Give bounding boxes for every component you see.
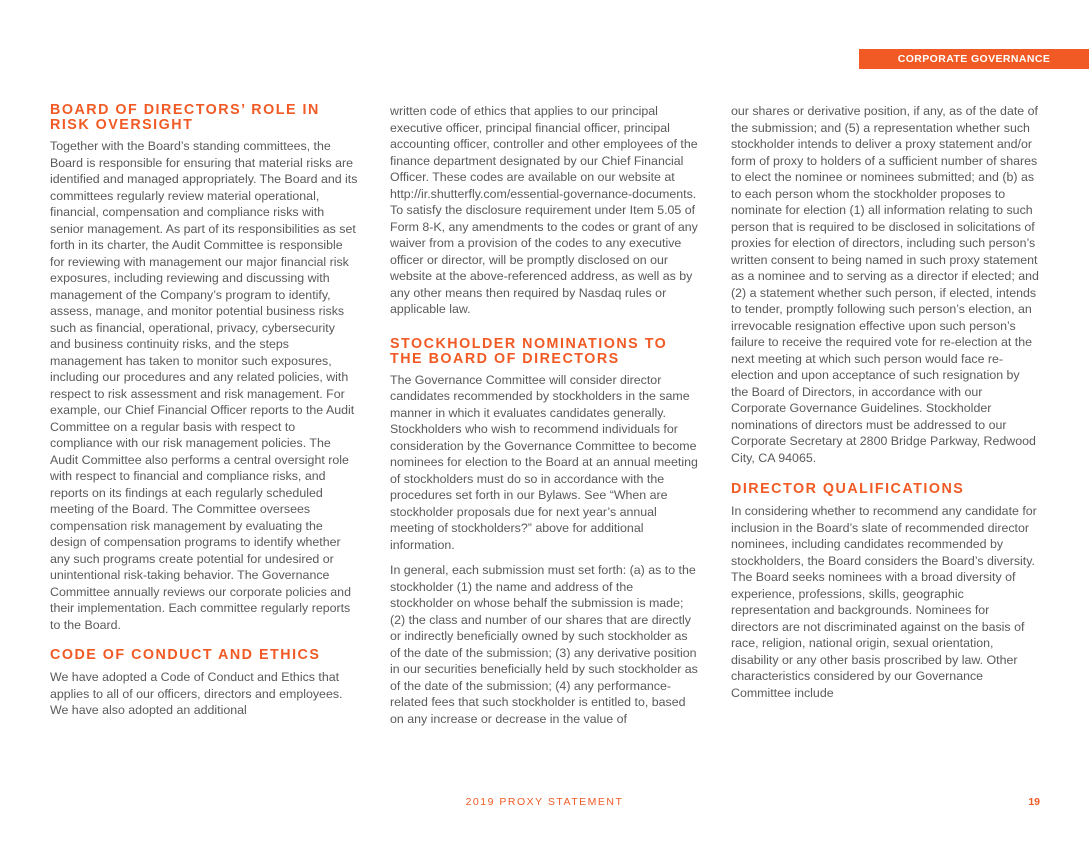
footer-title: 2019 PROXY STATEMENT bbox=[465, 796, 624, 808]
paragraph-code-of-ethics-continued: written code of ethics that applies to our principal executive officer, principal financial officer, principal accounting officer, controller and other employees of the finance department designated by our Chief Financial Officer. These codes are available on our website at http://ir.shutterfly.com/essential-governance-documents. To satisfy the disclosure requirement under Item 5.05 of Form 8-K, any amendments to the codes or grant of any waiver from a provision of the codes to any executive officer or director, will be promptly disclosed on our website at the above-referenced address, as well as by any other means then required by Nasdaq rules or applicable law. bbox=[390, 104, 698, 316]
section-tag: CORPORATE GOVERNANCE bbox=[859, 49, 1089, 69]
column-left bbox=[50, 103, 358, 719]
paragraph-submission-continued: our shares or derivative position, if any, as of the date of the submission; and (5) a representation whether such stockholder intends to deliver a proxy statement and/or form of proxy to holders of a sufficient number of shares to elect the nominee or nominees submitted; and (b) as to each person whom the stockholder proposes to nominate for election (1) all information relating to such person that is required to be disclosed in solicitations of proxies for election of directors, including such person’s written consent to being named in such proxy statement as a nominee and to serving as a director if elected; and (2) a statement whether such person, if elected, intends to tender, promptly following such person’s election, an irrevocable resignation effective upon such person’s failure to receive the required vote for re-election at the next meeting at which such person would face re-election and upon acceptance of such resignation by the Board of Directors, in accordance with our Corporate Governance Guidelines. Stockholder nominations of directors must be addressed to our Corporate Secretary at 2800 Bridge Parkway, Redwood City, CA 94065. bbox=[731, 104, 1039, 465]
heading-code-of-conduct: CODE OF CONDUCT AND ETHICS bbox=[50, 647, 321, 663]
paragraph-code-of-conduct: We have adopted a Code of Conduct and Ethics that applies to all of our officers, directors and employees. We have also adopted an additional bbox=[50, 670, 343, 717]
page-number: 19 bbox=[1028, 796, 1040, 808]
heading-director-qualifications: DIRECTOR QUALIFICATIONS bbox=[731, 481, 965, 497]
column-middle bbox=[390, 103, 698, 727]
paragraph-stockholder-nominations: The Governance Committee will consider director candidates recommended by stockholders in the same manner in which it evaluates candidates generally. Stockholders who wish to recommend individuals for consideration by the Governance Committee to become nominees for election to the Board at an annual meeting of stockholders must do so in accordance with the procedures set forth in our Bylaws. See “When are stockholder proposals due for next year’s annual meeting of stockholders?” above for additional information. bbox=[390, 372, 698, 552]
heading-stockholder-nominations: STOCKHOLDER NOMINATIONS TO THE BOARD OF DIRECTORS bbox=[390, 335, 668, 367]
heading-risk-oversight: BOARD OF DIRECTORS’ ROLE IN RISK OVERSIGHT bbox=[50, 102, 320, 133]
paragraph-director-qualifications: In considering whether to recommend any candidate for inclusion in the Board’s slate of recommended director nominees, including candidates recommended by stockholders, the Board considers the Board’s diversity. The Board seeks nominees with a broad diversity of experience, professions, skills, geographic representation and backgrounds. Nominees for directors are not discriminated against on the basis of race, religion, national origin, sexual orientation, disability or any other basis proscribed by law. Other characteristics considered by our Governance Committee include bbox=[731, 504, 1037, 700]
paragraph-risk-oversight: Together with the Board’s standing committees, the Board is responsible for ensuring that material risks are identified and managed appropriately. The Board and its committees regularly review material operational, financial, compensation and compliance risks with senior management. As part of its responsibilities as set forth in its charter, the Audit Committee is responsible for reviewing with management our major financial risk exposures, including reviewing and discussing with management of the Company’s program to identify, assess, manage, and monitor potential business risks such as financial, operational, privacy, cybersecurity and business continuity risks, and the steps management has taken to monitor such exposures, including our procedures and any related policies, with respect to risk assessment and risk management. For example, our Chief Financial Officer reports to the Audit Committee on a regular basis with respect to compliance with our risk management policies. The Audit Committee also performs a central oversight role with respect to financial and compliance risks, and reports on its findings at each regularly scheduled meeting of the Board. The Committee oversees compensation risk management by evaluating the design of compensation programs to identify whether any such programs create potential for undesired or unintentional risk-taking behavior. The Governance Committee annually reviews our corporate policies and their implementation. Each committee regularly reports to the Board. bbox=[50, 139, 358, 632]
column-right bbox=[731, 103, 1039, 701]
paragraph-submission-requirements: In general, each submission must set forth: (a) as to the stockholder (1) the name and address of the stockholder on whose behalf the submission is made; (2) the class and number of our shares that are directly or indirectly beneficially owned by such stockholder as of the date of the submission; (3) any derivative position in our securities beneficially held by such stockholder as of the date of the submission; (4) any performance-related fees that such stockholder is entitled to, based on any increase or decrease in the value of bbox=[390, 563, 698, 726]
